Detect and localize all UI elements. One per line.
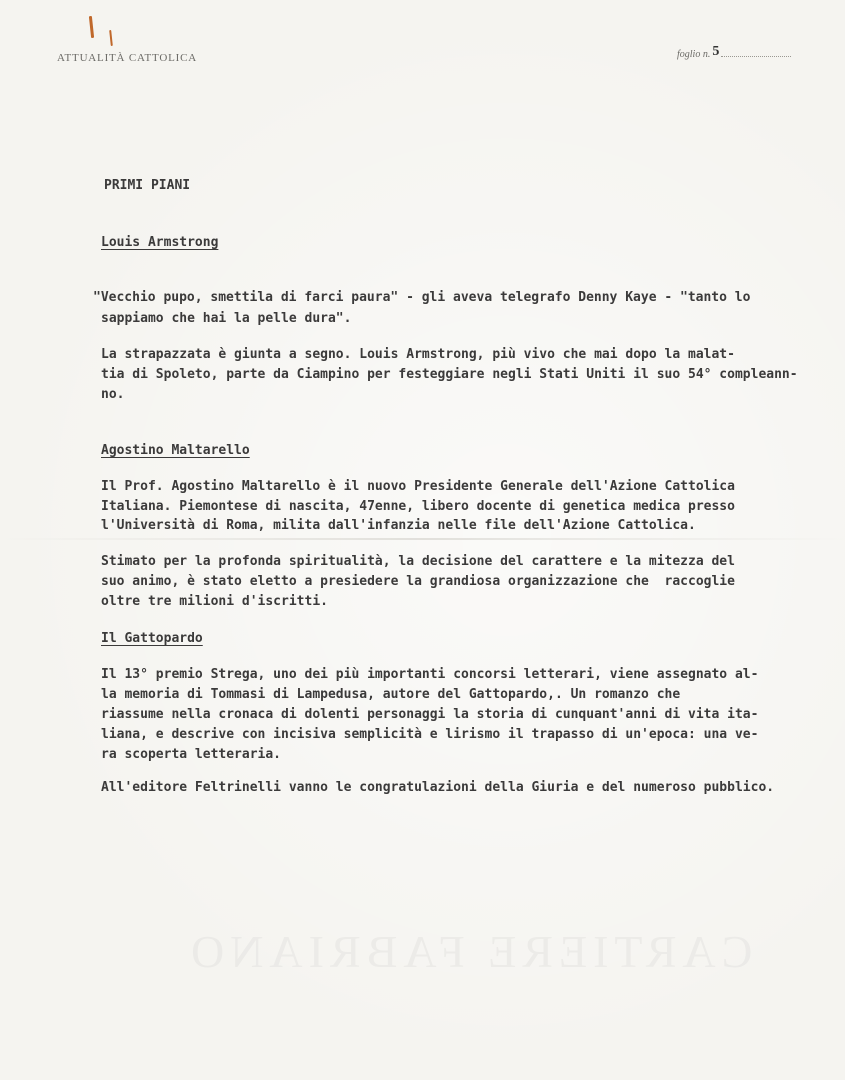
- section-heading-armstrong: Louis Armstrong: [101, 235, 219, 250]
- paragraph-line: l'Università di Roma, milita dall'infanzia nelle file dell'Azione Cattolica.: [101, 518, 696, 533]
- paragraph-line: ra scoperta letteraria.: [101, 747, 282, 762]
- page-title: PRIMI PIANI: [104, 178, 191, 193]
- paragraph-line: liana, e descrive con incisiva semplicità e lirismo il trapasso di un'epoca: una ve-: [101, 727, 759, 742]
- paragraph-line: Il Prof. Agostino Maltarello è il nuovo Presidente Generale dell'Azione Cattolica: [101, 479, 735, 494]
- paragraph-line: La strapazzata è giunta a segno. Louis Armstrong, più vivo che mai dopo la malat-: [101, 347, 735, 362]
- paragraph-line: sappiamo che hai la pelle dura".: [101, 311, 352, 326]
- paragraph-line: no.: [101, 387, 125, 402]
- paragraph-line: Stimato per la profonda spiritualità, la decisione del carattere e la mitezza del: [101, 554, 735, 569]
- fabriano-watermark: CARTIERE FABRIANO: [185, 926, 753, 977]
- sheet-number: 5: [712, 44, 720, 59]
- paragraph-line: All'editore Feltrinelli vanno le congratulazioni della Giuria e del numeroso pubblico.: [101, 780, 775, 795]
- section-heading-gattopardo: Il Gattopardo: [101, 631, 203, 646]
- dotted-line: [721, 56, 791, 57]
- paragraph-line: tia di Spoleto, parte da Ciampino per festeggiare negli Stati Uniti il suo 54° compleann-: [101, 367, 798, 382]
- paragraph-line: la memoria di Tommasi di Lampedusa, autore del Gattopardo,. Un romanzo che: [101, 687, 681, 702]
- paragraph-line: Il 13° premio Strega, uno dei più importanti concorsi letterari, viene assegnato al-: [101, 667, 759, 682]
- section-heading-maltarello: Agostino Maltarello: [101, 443, 250, 458]
- paragraph-line: "Vecchio pupo, smettila di farci paura" - gli aveva telegrafo Denny Kaye - "tanto lo: [93, 290, 751, 305]
- sheet-label: foglio n.: [677, 49, 711, 60]
- sheet-number-label: [677, 46, 791, 62]
- paragraph-line: riassume nella cronaca di dolenti personaggi la storia di cunquant'anni di vita ita-: [101, 707, 759, 722]
- paragraph-line: Italiana. Piemontese di nascita, 47enne, libero docente di genetica medica presso: [101, 499, 735, 514]
- publication-header: ATTUALITÀ CATTOLICA: [57, 52, 197, 64]
- paragraph-line: suo animo, è stato eletto a presiedere la grandiosa organizzazione che raccoglie: [101, 574, 735, 589]
- paper-fold-line: [0, 538, 845, 540]
- paragraph-line: oltre tre milioni d'iscritti.: [101, 594, 328, 609]
